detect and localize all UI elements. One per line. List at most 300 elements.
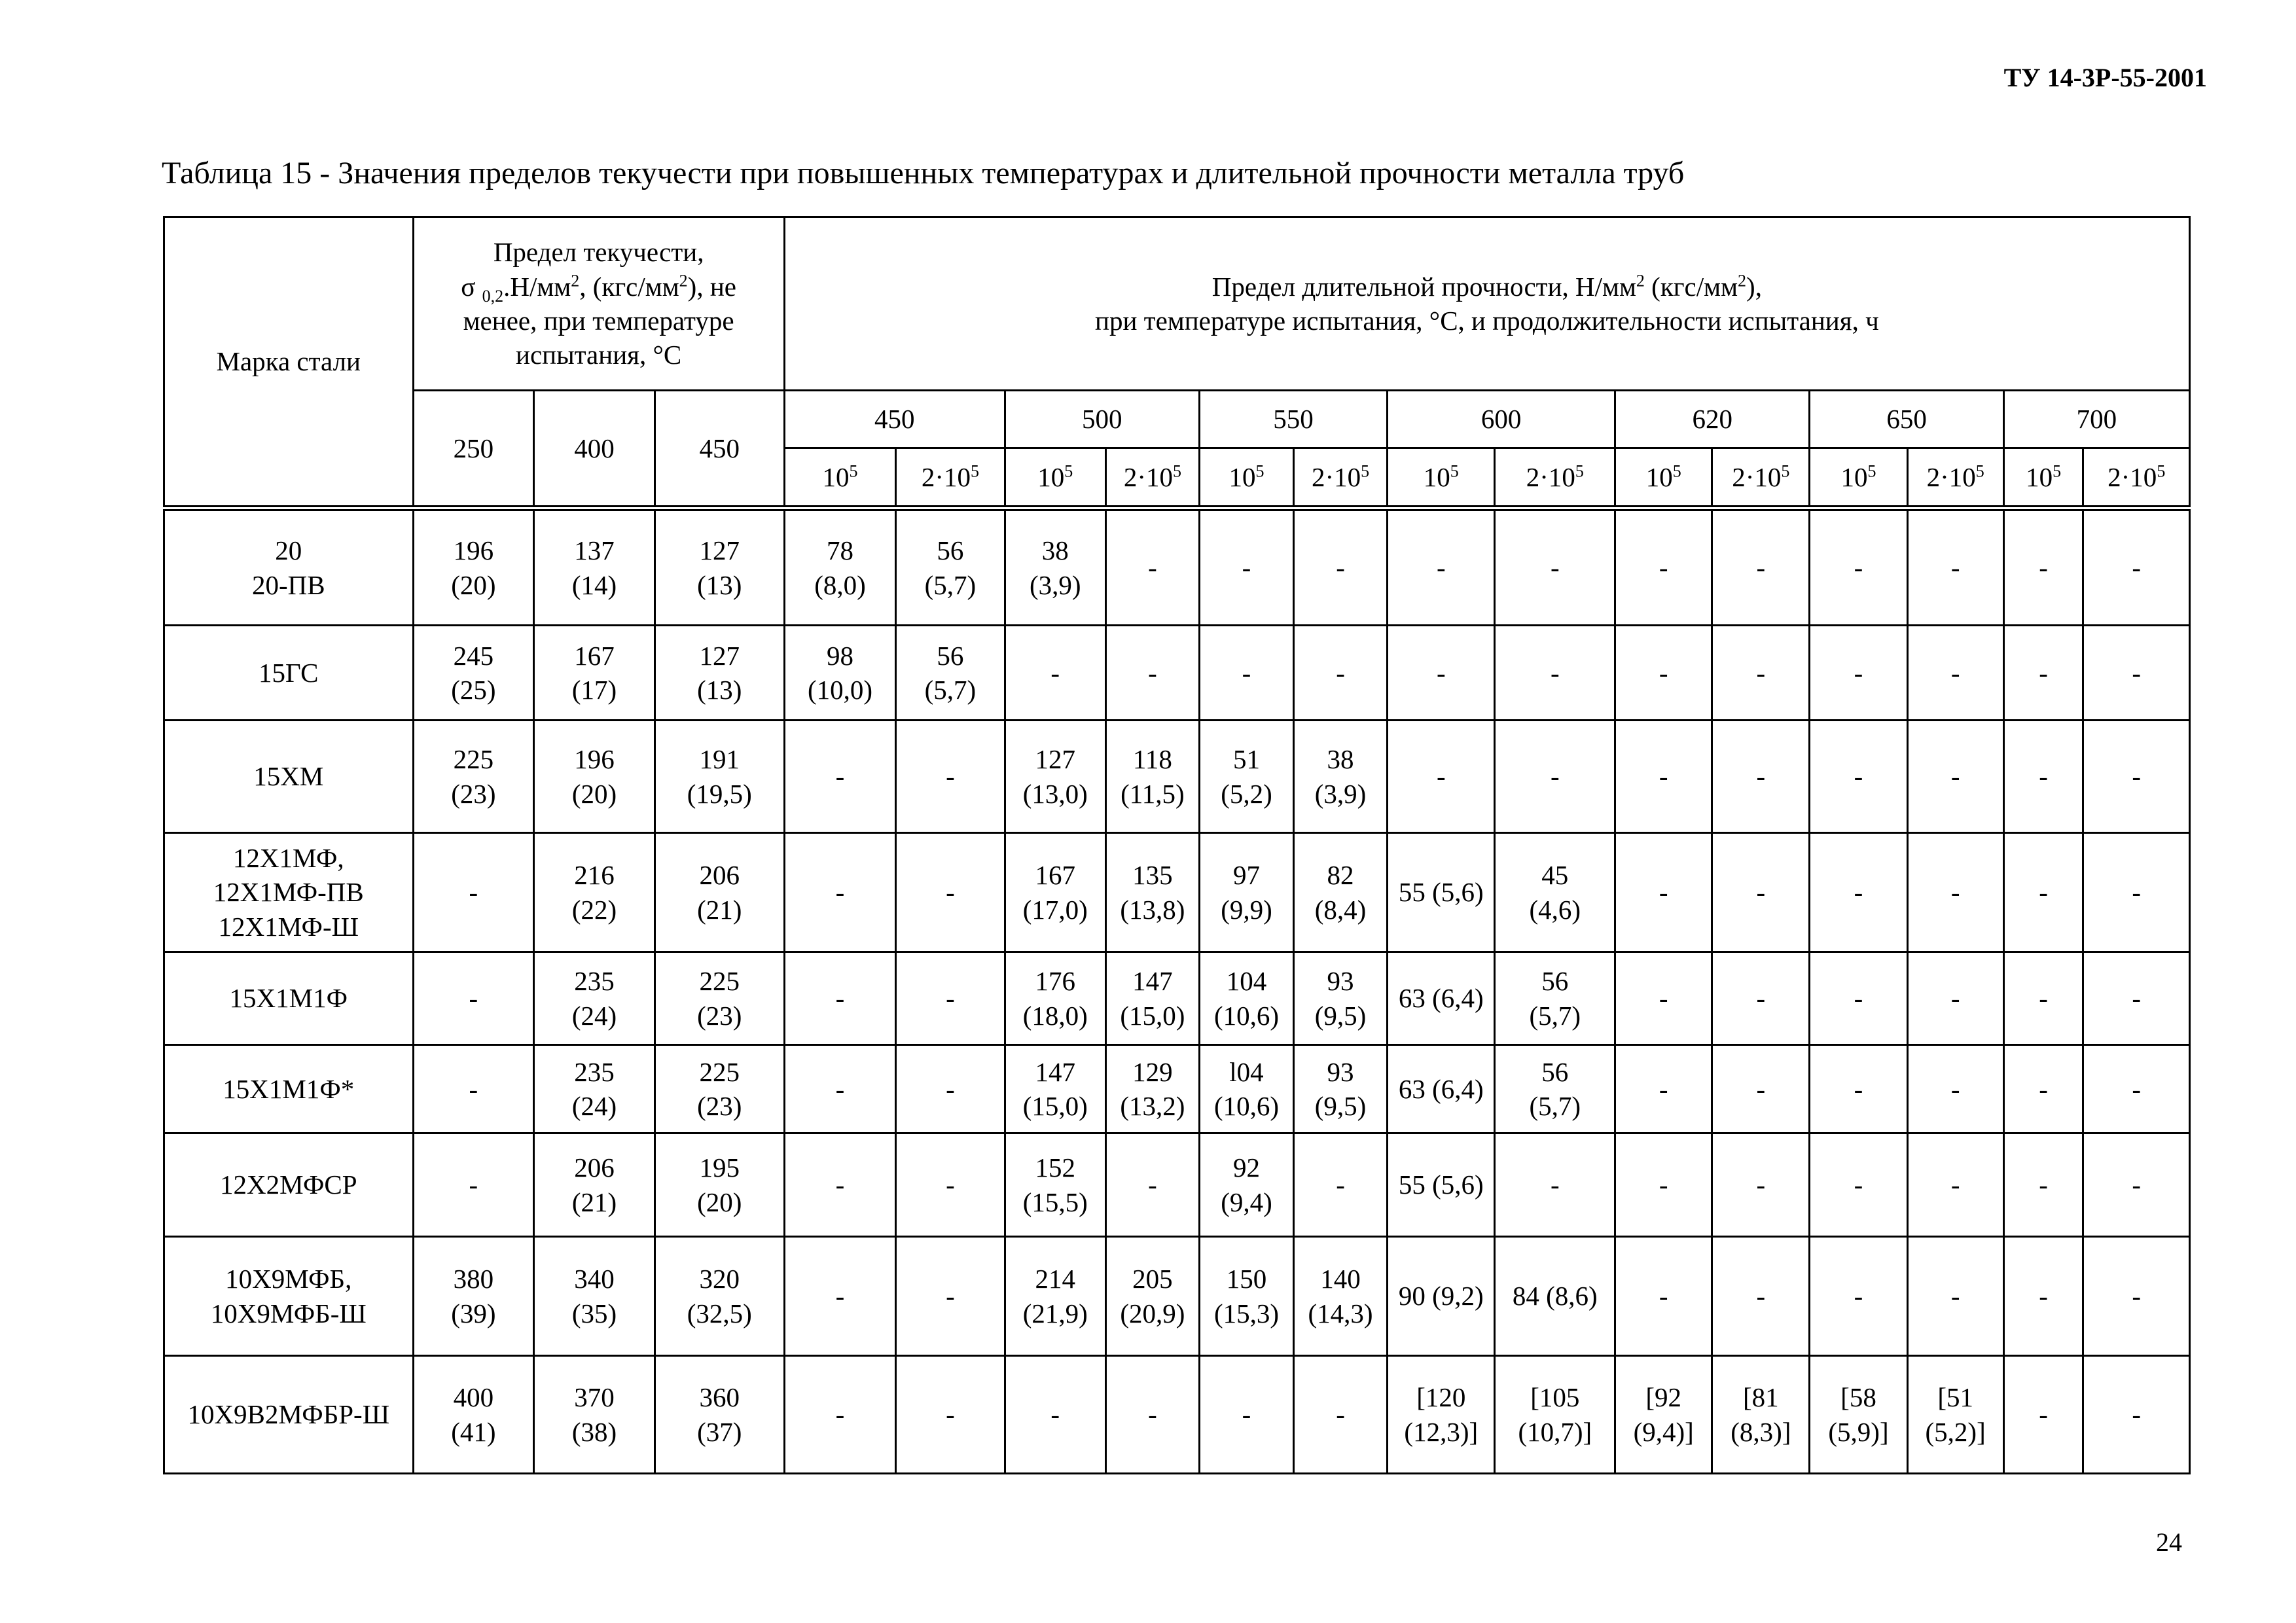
value-line: (21,9): [1022, 1298, 1088, 1329]
duration-base: 10: [822, 461, 850, 492]
value-cell: [1810, 952, 1907, 1045]
value-cell: [1199, 833, 1293, 952]
value-cell: [1388, 952, 1495, 1045]
duration-base: 10: [1037, 461, 1065, 492]
strength-temp-header: 550: [1199, 391, 1387, 448]
value-cell: [1495, 952, 1615, 1045]
strength-unit-part-3: ),: [1746, 271, 1762, 302]
value-line: -: [2039, 552, 2048, 583]
duration-header-2e5: [1105, 448, 1199, 508]
value-line: (10,0): [807, 675, 873, 705]
duration-base: 2·10: [921, 461, 971, 492]
duration-exponent: 5: [1781, 461, 1790, 481]
value-cell: [1105, 626, 1199, 721]
value-cell: [413, 508, 534, 626]
value-line: 56: [1541, 966, 1569, 997]
value-cell: [1907, 1133, 2003, 1237]
value-line: -: [2132, 1399, 2142, 1430]
duration-header-1e5: [2003, 448, 2083, 508]
value-cell: [784, 626, 895, 721]
value-line: [51: [1937, 1382, 1973, 1413]
value-line: -: [1950, 1073, 1960, 1104]
value-cell: [896, 1133, 1005, 1237]
steel-grade-cell: [164, 1237, 414, 1356]
duration-exponent: 5: [1361, 461, 1370, 481]
table-row: [164, 721, 2190, 833]
value-cell: [1199, 508, 1293, 626]
value-cell: [1199, 1133, 1293, 1237]
duration-header-2e5: [2083, 448, 2190, 508]
duration-exponent: 5: [1064, 461, 1073, 481]
value-cell: [1907, 833, 2003, 952]
steel-grade-line: 20-ПВ: [251, 569, 325, 600]
table-body: [164, 217, 2190, 1474]
value-cell: [1005, 1045, 1105, 1133]
value-line: -: [1854, 657, 1863, 688]
value-cell: [1907, 1237, 2003, 1356]
value-cell: [1712, 508, 1810, 626]
value-cell: [1810, 626, 1907, 721]
value-line: (13): [697, 675, 742, 705]
value-line: (21): [571, 1186, 617, 1217]
value-cell: [1388, 1237, 1495, 1356]
value-line: (5,7): [1529, 1000, 1581, 1031]
value-line: 127: [699, 535, 740, 566]
value-cell: [1388, 508, 1495, 626]
value-line: (3,9): [1314, 778, 1367, 809]
value-cell: [1294, 1045, 1388, 1133]
value-line: -: [1950, 1281, 1960, 1311]
value-line: -: [469, 1073, 478, 1104]
value-cell: [534, 721, 655, 833]
value-line: -: [946, 877, 955, 908]
steel-grade-line: 12Х1МФ,: [232, 842, 344, 873]
value-cell: [1495, 833, 1615, 952]
value-cell: [1712, 1133, 1810, 1237]
table-row: [164, 1237, 2190, 1356]
value-line: 55 (5,6): [1398, 877, 1484, 908]
value-line: -: [1950, 983, 1960, 1014]
strength-unit-exp-1: 2: [1636, 270, 1645, 290]
value-line: 140: [1320, 1264, 1361, 1294]
value-line: (20,9): [1120, 1298, 1185, 1329]
value-line: -: [1854, 877, 1863, 908]
value-cell: [1712, 833, 1810, 952]
value-line: (38): [571, 1416, 617, 1447]
strength-temp-header: 450: [784, 391, 1005, 448]
value-line: -: [1148, 1169, 1157, 1200]
value-cell: [1712, 1356, 1810, 1474]
value-line: 56: [937, 640, 964, 671]
steel-grade-line: 15ГС: [259, 657, 319, 688]
value-cell: [1105, 721, 1199, 833]
value-line: -: [1659, 552, 1668, 583]
value-cell: [1615, 1045, 1712, 1133]
value-line: -: [835, 1281, 845, 1311]
value-cell: [534, 626, 655, 721]
value-line: -: [1950, 877, 1960, 908]
value-line: -: [835, 877, 845, 908]
value-cell: [1388, 721, 1495, 833]
value-line: -: [946, 1169, 955, 1200]
strength-unit-exp-2: 2: [1738, 270, 1747, 290]
value-line: (24): [571, 1000, 617, 1031]
value-cell: [413, 721, 534, 833]
value-line: (13,0): [1022, 778, 1088, 809]
value-line: -: [946, 983, 955, 1014]
value-line: -: [1050, 1399, 1060, 1430]
yield-header-line-1: Предел текучести,: [493, 237, 704, 268]
value-line: -: [1659, 1169, 1668, 1200]
table-row: [164, 1133, 2190, 1237]
value-cell: [1810, 833, 1907, 952]
value-cell: [896, 721, 1005, 833]
steel-grade-line: 15Х1М1Ф*: [223, 1073, 355, 1104]
value-line: -: [2132, 877, 2142, 908]
value-line: -: [2039, 657, 2048, 688]
value-cell: [1907, 508, 2003, 626]
steel-grade-line: 15Х1М1Ф: [229, 983, 348, 1014]
value-line: -: [946, 1073, 955, 1104]
value-cell: [534, 1356, 655, 1474]
table-row: [164, 508, 2190, 626]
value-line: (15,0): [1120, 1000, 1185, 1031]
value-cell: [655, 1356, 784, 1474]
value-cell: [784, 721, 895, 833]
value-line: (10,6): [1213, 1091, 1279, 1121]
value-line: -: [1336, 657, 1345, 688]
yield-sigma: σ: [461, 271, 482, 302]
value-cell: [784, 1133, 895, 1237]
steel-grade-line: 12Х2МФСР: [219, 1169, 357, 1200]
value-cell: [1199, 1045, 1293, 1133]
value-cell: [534, 833, 655, 952]
value-line: 206: [574, 1152, 615, 1183]
value-cell: [1810, 1045, 1907, 1133]
value-line: -: [1336, 1399, 1345, 1430]
value-cell: [1294, 508, 1388, 626]
value-line: 63 (6,4): [1398, 983, 1484, 1014]
value-cell: [1495, 1356, 1615, 1474]
steel-grade-cell: [164, 952, 414, 1045]
value-line: -: [835, 1169, 845, 1200]
value-line: (14): [571, 569, 617, 600]
document-code: ТУ 14-3Р-55-2001: [2003, 63, 2207, 92]
value-cell: [1199, 1237, 1293, 1356]
value-line: -: [2039, 1281, 2048, 1311]
header-yield-strength: [413, 217, 784, 391]
value-line: 380: [453, 1264, 494, 1294]
value-line: (10,6): [1213, 1000, 1279, 1031]
value-cell: [2003, 721, 2083, 833]
value-line: (41): [451, 1416, 496, 1447]
value-cell: [896, 833, 1005, 952]
value-line: -: [835, 1399, 845, 1430]
value-cell: [1388, 1356, 1495, 1474]
duration-header-2e5: [896, 448, 1005, 508]
value-line: -: [2132, 761, 2142, 792]
duration-exponent: 5: [2157, 461, 2166, 481]
value-line: -: [1550, 657, 1560, 688]
yield-temp-header: 450: [655, 391, 784, 508]
value-line: -: [1756, 1073, 1766, 1104]
value-cell: [1810, 1356, 1907, 1474]
value-line: -: [1148, 1399, 1157, 1430]
value-cell: [655, 952, 784, 1045]
value-cell: [896, 952, 1005, 1045]
value-line: -: [1659, 1281, 1668, 1311]
value-line: 400: [453, 1382, 494, 1413]
value-line: -: [1050, 657, 1060, 688]
value-line: 176: [1035, 966, 1075, 997]
value-line: -: [835, 761, 845, 792]
value-cell: [655, 1045, 784, 1133]
value-line: (5,7): [1529, 1091, 1581, 1121]
value-line: -: [835, 983, 845, 1014]
value-line: -: [1148, 657, 1157, 688]
value-line: (35): [571, 1298, 617, 1329]
value-cell: [784, 1237, 895, 1356]
value-cell: [1495, 721, 1615, 833]
value-line: (9,4)]: [1633, 1416, 1694, 1447]
value-cell: [1495, 626, 1615, 721]
duration-base: 2·10: [1926, 461, 1976, 492]
yield-unit-exp-2: 2: [679, 270, 688, 290]
steel-grade-line: 10Х9МФБ,: [225, 1264, 352, 1294]
value-line: (15,3): [1213, 1298, 1279, 1329]
value-line: 225: [699, 1056, 740, 1087]
value-cell: [1907, 1045, 2003, 1133]
value-line: -: [1550, 761, 1560, 792]
value-line: 360: [699, 1382, 740, 1413]
value-cell: [2083, 1237, 2190, 1356]
value-cell: [655, 508, 784, 626]
value-line: (9,5): [1314, 1000, 1367, 1031]
yield-unit-part-2: , (кгс/мм: [579, 271, 679, 302]
value-cell: [1294, 626, 1388, 721]
value-cell: [896, 1045, 1005, 1133]
value-line: 167: [574, 640, 615, 671]
value-line: 206: [699, 860, 740, 891]
value-line: 150: [1226, 1264, 1267, 1294]
value-cell: [2083, 833, 2190, 952]
value-cell: [2083, 1356, 2190, 1474]
value-cell: [1294, 1237, 1388, 1356]
value-line: (20): [697, 1186, 742, 1217]
value-cell: [655, 1133, 784, 1237]
value-line: -: [1336, 1169, 1345, 1200]
value-cell: [534, 1237, 655, 1356]
strength-temp-header: 620: [1615, 391, 1810, 448]
value-cell: [896, 1356, 1005, 1474]
value-line: 51: [1232, 744, 1260, 775]
value-cell: [1199, 721, 1293, 833]
value-line: (10,7)]: [1518, 1416, 1592, 1447]
value-cell: [896, 508, 1005, 626]
value-line: -: [1756, 877, 1766, 908]
value-line: -: [1854, 1073, 1863, 1104]
value-line: (13,8): [1120, 894, 1185, 925]
value-cell: [1615, 1237, 1712, 1356]
value-line: (11,5): [1121, 778, 1185, 809]
table-row: [164, 952, 2190, 1045]
value-cell: [1907, 626, 2003, 721]
value-line: -: [2039, 877, 2048, 908]
value-cell: [2083, 1045, 2190, 1133]
duration-exponent: 5: [1255, 461, 1265, 481]
value-line: 167: [1035, 860, 1075, 891]
value-line: 340: [574, 1264, 615, 1294]
value-line: (23): [697, 1091, 742, 1121]
value-line: -: [1242, 552, 1251, 583]
value-cell: [2003, 508, 2083, 626]
value-cell: [1615, 626, 1712, 721]
value-cell: [534, 1045, 655, 1133]
value-line: -: [1756, 552, 1766, 583]
value-cell: [655, 833, 784, 952]
value-line: -: [2039, 1169, 2048, 1200]
value-line: -: [946, 1399, 955, 1430]
steel-grade-cell: [164, 508, 414, 626]
value-line: 195: [699, 1152, 740, 1183]
yield-unit-exp-1: 2: [571, 270, 580, 290]
yield-temp-header: 250: [413, 391, 534, 508]
duration-base: 10: [1645, 461, 1673, 492]
strength-header-line-1: [787, 270, 2187, 304]
yield-unit-part-1: .Н/мм: [503, 271, 571, 302]
duration-header-1e5: [784, 448, 895, 508]
value-line: -: [2132, 657, 2142, 688]
duration-header-1e5: [1810, 448, 1907, 508]
duration-exponent: 5: [1867, 461, 1876, 481]
value-cell: [1294, 833, 1388, 952]
value-line: (3,9): [1029, 569, 1081, 600]
value-line: (8,3)]: [1731, 1416, 1791, 1447]
value-line: 97: [1232, 860, 1260, 891]
strength-temp-header: 500: [1005, 391, 1199, 448]
value-cell: [534, 1133, 655, 1237]
value-line: -: [1550, 552, 1560, 583]
value-line: 191: [699, 744, 740, 775]
value-line: (14,3): [1308, 1298, 1373, 1329]
value-line: 78: [826, 535, 853, 566]
value-line: 205: [1132, 1264, 1173, 1294]
value-line: (5,7): [924, 569, 977, 600]
duration-exponent: 5: [1575, 461, 1584, 481]
table-row: [164, 1045, 2190, 1133]
value-line: (39): [451, 1298, 496, 1329]
steel-grade-line: 10Х9МФБ-Ш: [210, 1298, 367, 1329]
value-line: (5,2)]: [1925, 1416, 1986, 1447]
value-line: -: [946, 761, 955, 792]
steel-grade-line: 20: [275, 535, 302, 566]
value-line: (15,0): [1022, 1091, 1088, 1121]
value-line: 214: [1035, 1264, 1075, 1294]
value-line: -: [2039, 983, 2048, 1014]
table-row: [164, 833, 2190, 952]
steel-grade-cell: [164, 1045, 414, 1133]
value-cell: [1907, 952, 2003, 1045]
value-cell: [1294, 1133, 1388, 1237]
value-cell: [655, 721, 784, 833]
value-line: (24): [571, 1091, 617, 1121]
value-cell: [896, 626, 1005, 721]
value-cell: [655, 626, 784, 721]
value-line: (32,5): [687, 1298, 752, 1329]
duration-base: 2·10: [2108, 461, 2157, 492]
value-line: 104: [1226, 966, 1267, 997]
value-cell: [1388, 1045, 1495, 1133]
value-line: 63 (6,4): [1398, 1073, 1484, 1104]
value-cell: [534, 508, 655, 626]
value-line: -: [1436, 552, 1446, 583]
steel-grade-line: 12Х1МФ-ПВ: [213, 877, 364, 908]
value-cell: [1810, 721, 1907, 833]
value-line: 38: [1327, 744, 1354, 775]
value-cell: [1388, 626, 1495, 721]
value-line: -: [946, 1281, 955, 1311]
value-line: 245: [453, 640, 494, 671]
value-line: 84 (8,6): [1512, 1281, 1598, 1311]
value-cell: [1495, 1237, 1615, 1356]
value-line: -: [1336, 552, 1345, 583]
value-cell: [1615, 833, 1712, 952]
value-cell: [784, 508, 895, 626]
table-row: [164, 1356, 2190, 1474]
value-line: -: [469, 877, 478, 908]
value-cell: [1005, 952, 1105, 1045]
table-caption: Таблица 15 - Значения пределов текучести при повышенных температурах и длительной прочности металла труб: [162, 156, 1685, 190]
value-cell: [1907, 1356, 2003, 1474]
value-line: 127: [1035, 744, 1075, 775]
properties-table: [163, 216, 2191, 1474]
duration-base: 10: [2026, 461, 2053, 492]
value-line: (20): [451, 569, 496, 600]
value-cell: [1907, 721, 2003, 833]
value-cell: [2003, 1045, 2083, 1133]
value-line: l04: [1229, 1056, 1264, 1087]
strength-unit-part-1: Предел длительной прочности, Н/мм: [1211, 271, 1636, 302]
value-line: -: [1950, 1169, 1960, 1200]
value-line: -: [469, 983, 478, 1014]
value-cell: [413, 1356, 534, 1474]
steel-grade-cell: [164, 1356, 414, 1474]
value-cell: [1495, 1045, 1615, 1133]
value-line: 93: [1327, 966, 1354, 997]
value-cell: [2003, 1133, 2083, 1237]
value-line: -: [1242, 1399, 1251, 1430]
value-cell: [896, 1237, 1005, 1356]
value-line: -: [1550, 1169, 1560, 1200]
yield-temp-header: 400: [534, 391, 655, 508]
value-line: (23): [697, 1000, 742, 1031]
value-cell: [1615, 952, 1712, 1045]
duration-header-1e5: [1615, 448, 1712, 508]
value-line: -: [2039, 761, 2048, 792]
table-row: [164, 626, 2190, 721]
value-cell: [1105, 1237, 1199, 1356]
value-line: -: [1854, 761, 1863, 792]
duration-exponent: 5: [849, 461, 858, 481]
value-cell: [1199, 626, 1293, 721]
value-line: [92: [1645, 1382, 1682, 1413]
strength-temp-header: 650: [1810, 391, 2003, 448]
yield-header-line-2: [416, 270, 782, 304]
value-cell: [784, 833, 895, 952]
value-line: (21): [697, 894, 742, 925]
value-cell: [1388, 833, 1495, 952]
value-cell: [1615, 1133, 1712, 1237]
